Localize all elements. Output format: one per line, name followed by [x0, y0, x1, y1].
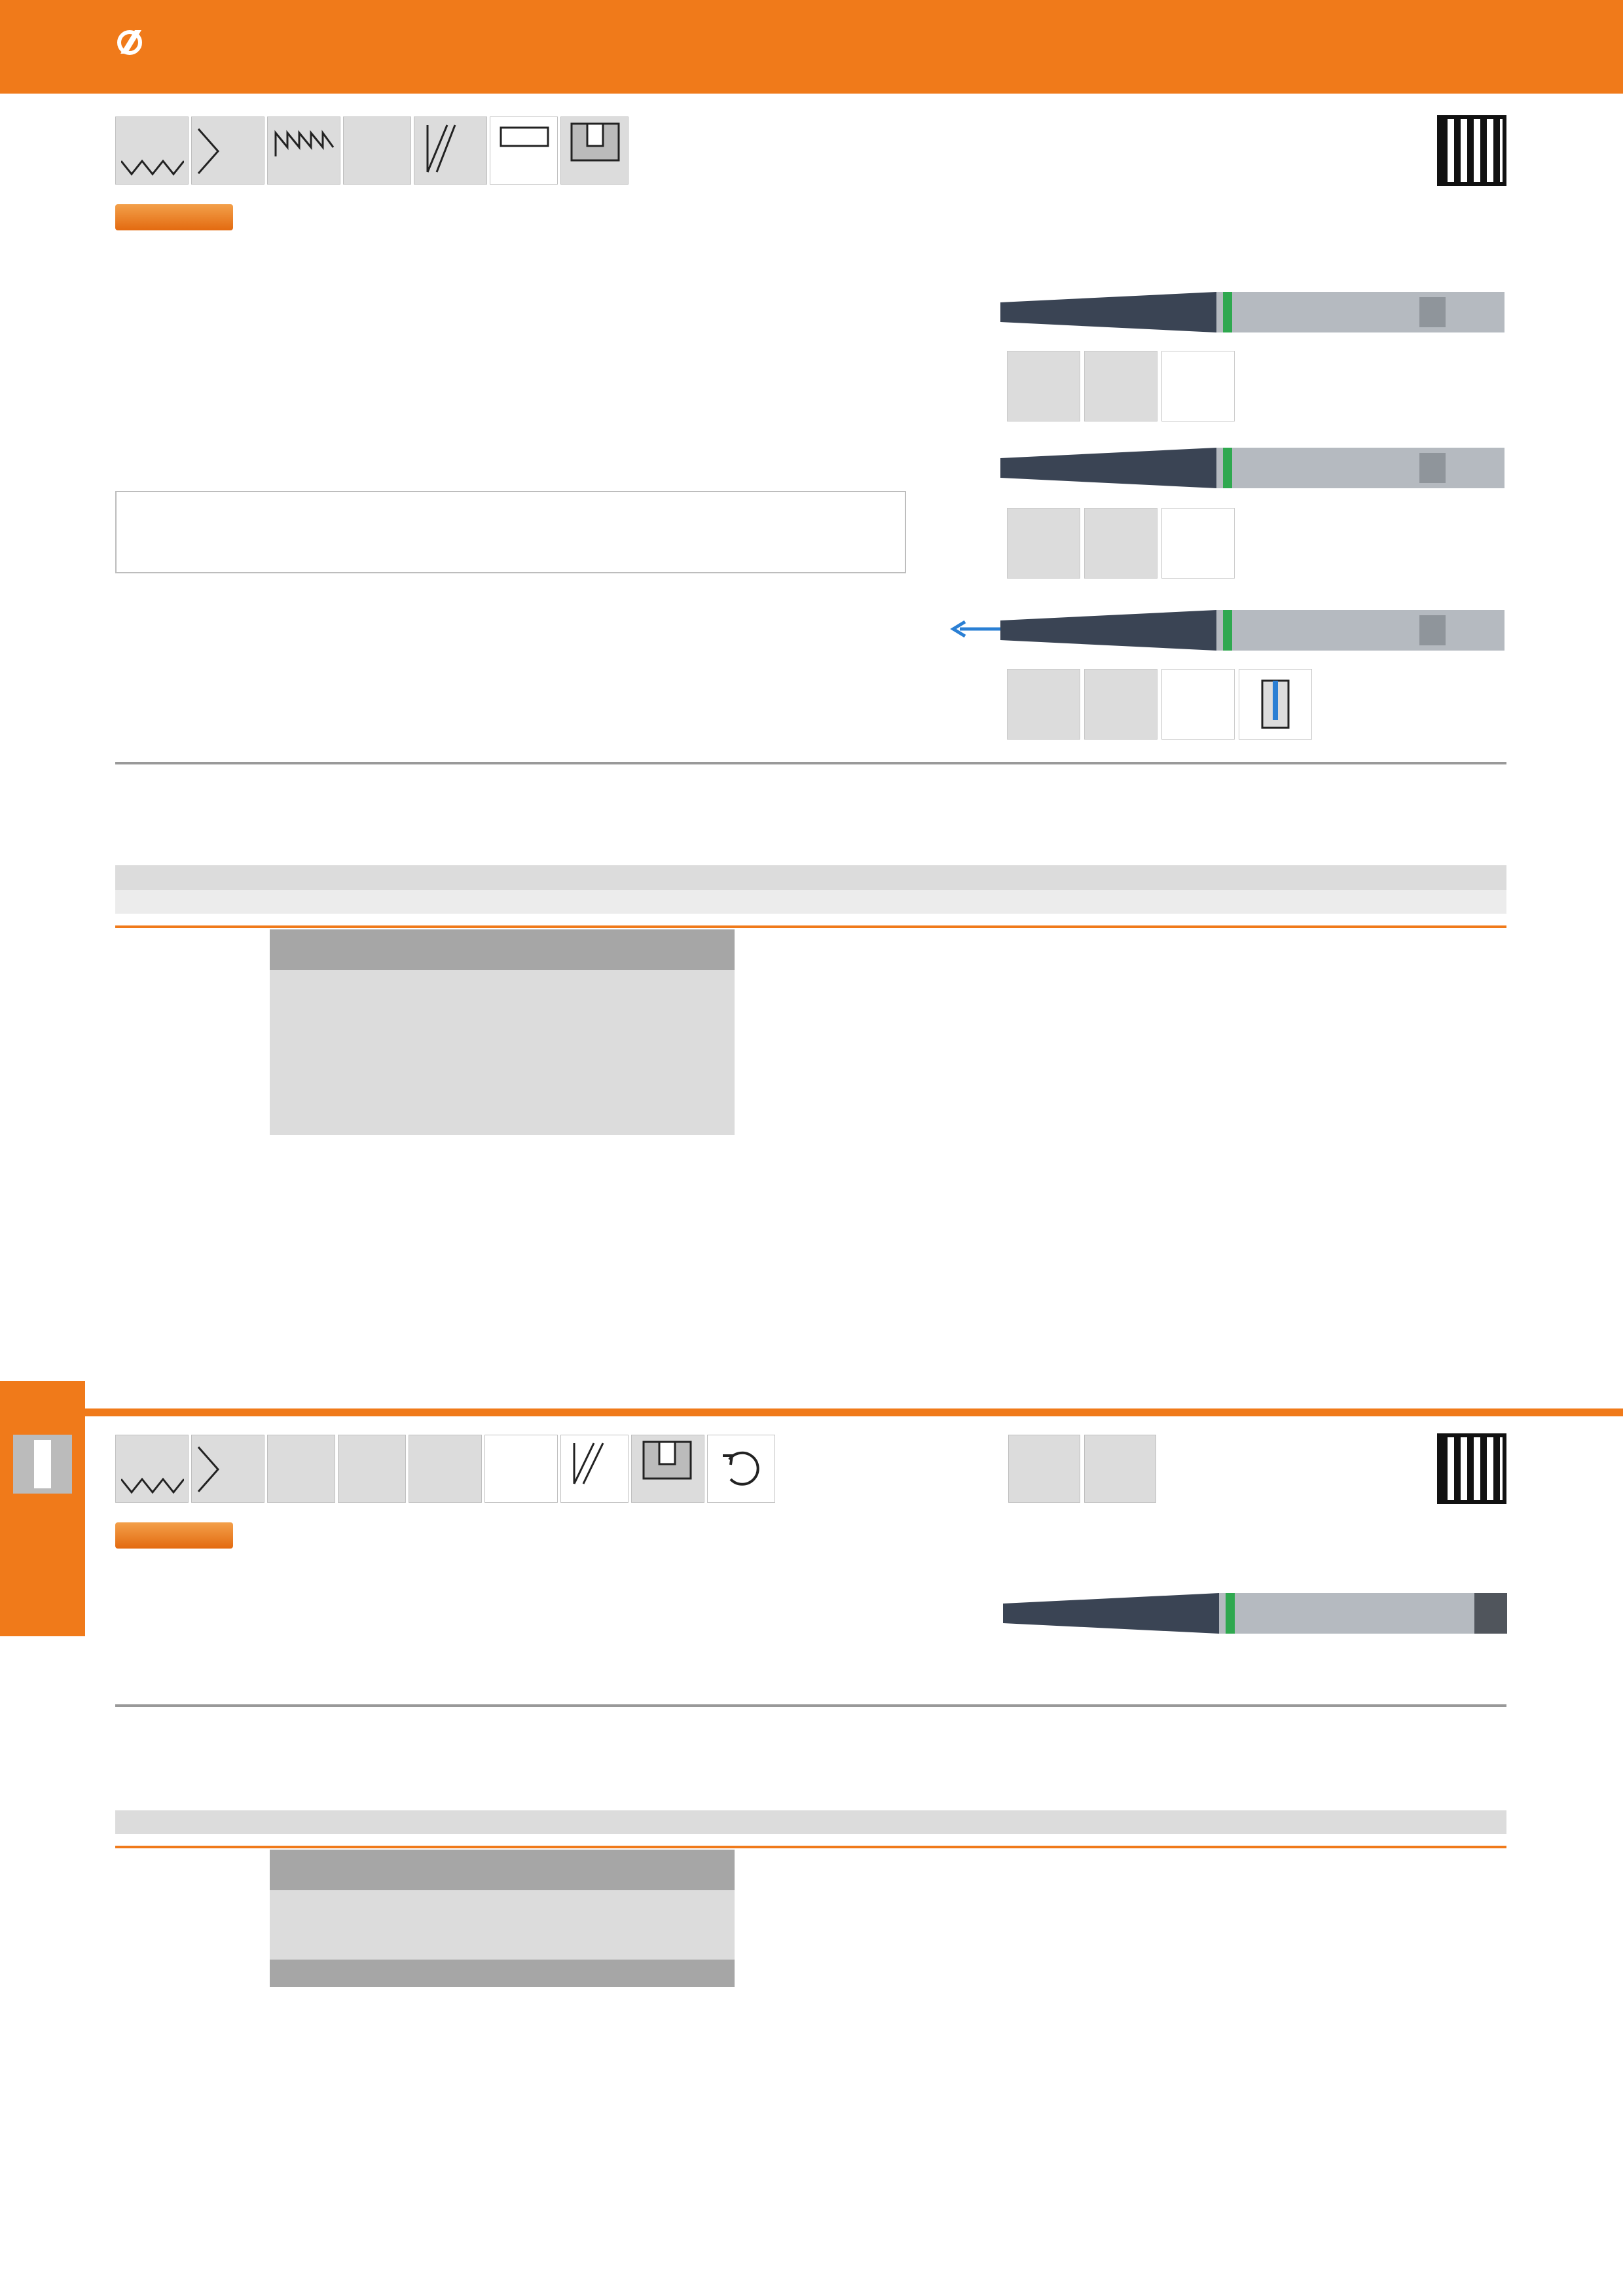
standard-icon [267, 117, 340, 185]
chapter-tab [0, 1381, 85, 1636]
angle-60-icon [191, 117, 264, 185]
angle-60-icon [191, 1435, 264, 1503]
helix-40-icon [414, 117, 487, 185]
tool-image-13-6173 [1000, 439, 1504, 497]
coating-label [270, 1960, 735, 1987]
divider [115, 1704, 1506, 1707]
chamfer-c-badge [1161, 669, 1235, 740]
drill-chapter-icon [12, 1433, 73, 1495]
product-code-header [270, 1850, 735, 1890]
section-divider [0, 1408, 1623, 1416]
din-13-badge [343, 117, 411, 185]
chamfer-c-badge [484, 1435, 558, 1503]
depth-3xd-icon [631, 1435, 704, 1503]
top-banner [0, 0, 1623, 94]
tool-image-13-6176 [1000, 601, 1504, 660]
din-371-badge [1008, 1435, 1080, 1503]
left-rotation-icon [707, 1435, 775, 1503]
hoffmann-logo-icon [115, 26, 173, 59]
tool-image-13-6170 [1000, 283, 1504, 342]
variant-notes [182, 381, 935, 480]
internal-coolant-icon [1239, 669, 1312, 740]
note-box [115, 491, 906, 573]
product-code-header [270, 929, 735, 970]
material-hss-e-badge [267, 1435, 335, 1503]
din-376-badge [1084, 1435, 1156, 1503]
tolerance-iso2x-badge [1084, 669, 1158, 740]
helix-40-icon [560, 1435, 629, 1503]
divider [115, 762, 1506, 764]
tolerance-iso2x-badge [1084, 508, 1158, 579]
tolerance-iso2-badge [409, 1435, 482, 1503]
material-hss-epm-badge [1007, 508, 1080, 579]
chamfer-e-badge [1161, 508, 1235, 579]
garant-logo [115, 204, 233, 230]
variant-header [270, 970, 735, 1135]
din-13-badge [338, 1435, 406, 1503]
qr-code-icon[interactable] [1437, 115, 1506, 186]
thread-m-icon [115, 117, 189, 185]
garant-logo [115, 1522, 233, 1549]
tool-image-13-6180 [1003, 1584, 1507, 1643]
coolant-arrow-icon [949, 619, 1002, 639]
depth-3xd-icon [560, 117, 629, 185]
material-hss-epm-badge [1007, 669, 1080, 740]
shank-h6-icon [490, 117, 558, 185]
qr-code-icon[interactable] [1437, 1433, 1506, 1504]
material-hss-e-badge [1007, 351, 1080, 422]
chamfer-c-badge [1161, 351, 1235, 422]
tolerance-iso2-badge [1084, 351, 1158, 422]
thread-mlh-icon [115, 1435, 189, 1503]
